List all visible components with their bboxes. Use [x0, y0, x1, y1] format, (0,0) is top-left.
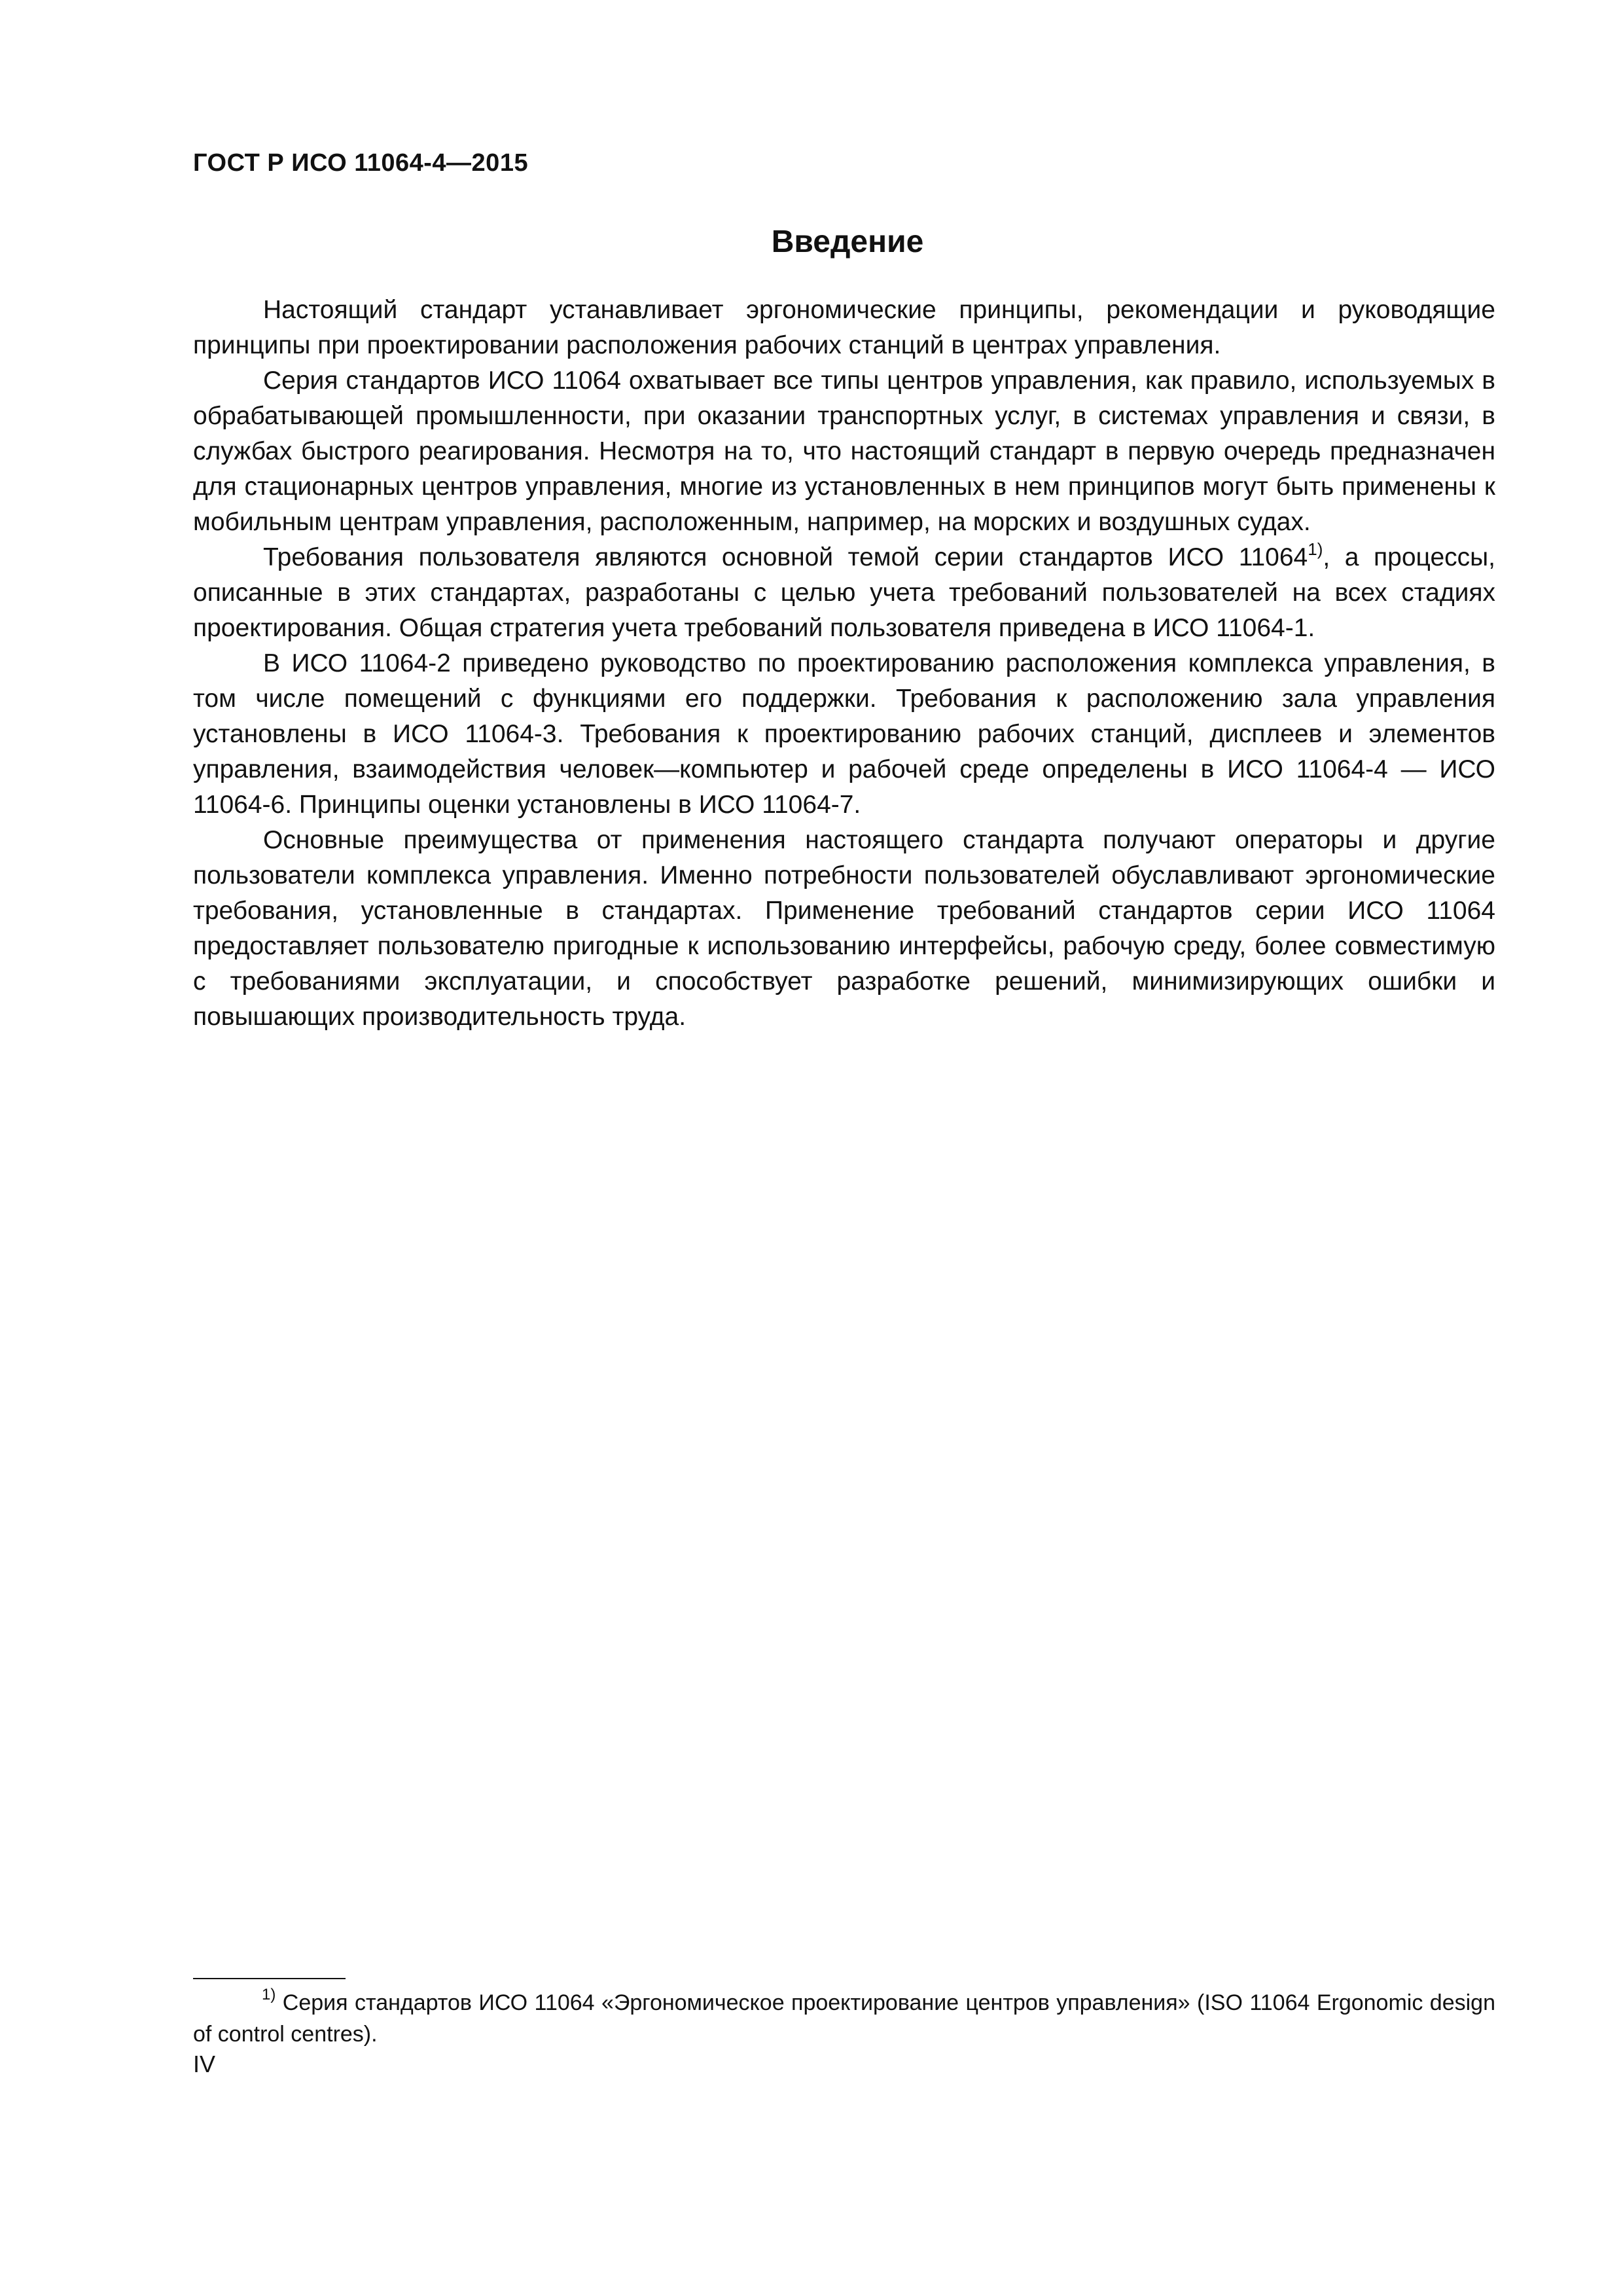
- paragraph-4: В ИСО 11064-2 приведено руководство по проектированию расположения комплекса управления, в том числе помещений с функциями его поддержки. Требования к расположению зала управления установлены в ИСО 11064-3. Требования к проектированию рабочих станций, дисплеев и элементов управления, взаимодействия человек—компьютер и рабочей среде определены в ИСО 11064-4 — ИСО 11064-6. Принципы оценки установлены в ИСО 11064-7.: [193, 649, 1495, 819]
- footnote-reference[interactable]: 1): [1308, 539, 1323, 559]
- page-number: IV: [193, 2051, 216, 2077]
- section-title: Введение: [771, 224, 924, 259]
- body-text: [193, 293, 1495, 1035]
- paragraph-3-text-end: , а процессы, описанные в этих стандартах, разработаны с целью учета требований пользователей на всех стадиях проектирования. Общая стратегия учета требований пользователя приведена в ИСО 11064-1.: [193, 543, 1496, 642]
- footnote: [193, 1987, 1495, 2050]
- footnote-divider: [193, 1978, 346, 1979]
- paragraph-3-text-start: Требования пользователя являются основной темой серии стандартов ИСО 11064: [263, 543, 1308, 571]
- paragraph-1: Настоящий стандарт устанавливает эргономические принципы, рекомендации и руководящие принципы при проектировании расположения рабочих станций в центрах управления.: [193, 296, 1495, 359]
- footnote-text: Серия стандартов ИСО 11064 «Эргономическое проектирование центров управления» (ISO 11064 Ergonomic design of control centres).: [193, 1990, 1495, 2047]
- document-header: ГОСТ Р ИСО 11064-4—2015: [193, 149, 529, 177]
- paragraph-5: Основные преимущества от применения настоящего стандарта получают операторы и другие пользователи комплекса управления. Именно потребности пользователей обуславливают эргономические требования, установленные в стандартах. Применение требований стандартов серии ИСО 11064 предоставляет пользователю пригодные к использованию интерфейсы, рабочую среду, более совместимую с требованиями эксплуатации, и способствует разработке решений, минимизирующих ошибки и повышающих производительность труда.: [193, 826, 1495, 1031]
- footnote-marker: 1): [262, 1985, 276, 2003]
- paragraph-3: [193, 540, 1495, 646]
- paragraph-2: Серия стандартов ИСО 11064 охватывает все типы центров управления, как правило, используемых в обрабатывающей промышленности, при оказании транспортных услуг, в системах управления и связи, в службах быстрого реагирования. Несмотря на то, что настоящий стандарт в первую очередь предназначен для стационарных центров управления, многие из установленных в нем принципов могут быть применены к мобильным центрам управления, расположенным, например, на морских и воздушных судах.: [193, 367, 1495, 536]
